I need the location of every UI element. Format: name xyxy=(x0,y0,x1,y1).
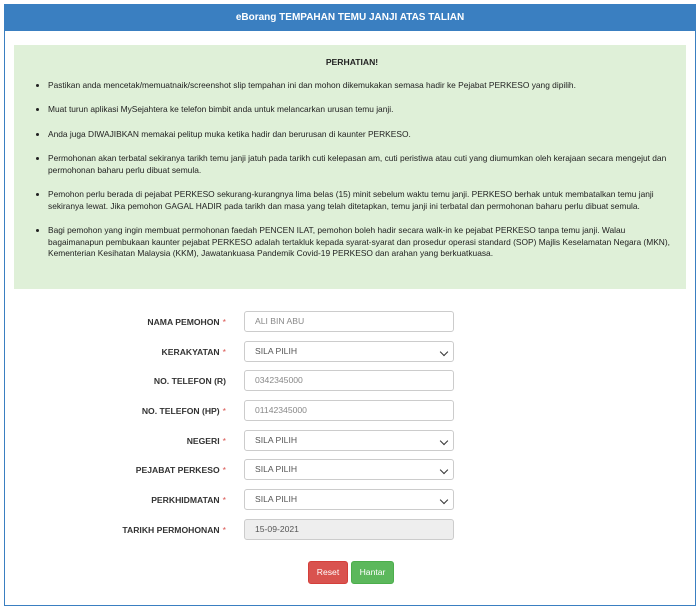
submit-button[interactable]: Hantar xyxy=(351,561,394,584)
row-pejabat xyxy=(5,459,695,481)
negeri-select[interactable]: SILA PILIH xyxy=(244,430,454,451)
notice-box xyxy=(14,45,686,289)
row-negeri xyxy=(5,430,695,452)
chevron-down-icon xyxy=(440,437,448,445)
panel-title: eBorang TEMPAHAN TEMU JANJI ATAS TALIAN xyxy=(5,5,695,31)
chevron-down-icon xyxy=(440,496,448,504)
notice-item: • Permohonan akan terbatal sekiranya tarikh temu janji jatuh pada tarikh cuti kelepasan am, cuti peristiwa atau cuti yang diumumkan oleh kerajaan secara mengejut dan permohonan baharu perlu dibuat semula. xyxy=(48,153,670,176)
row-nama xyxy=(5,311,695,333)
row-perkhidmatan xyxy=(5,489,695,511)
negeri-label: NEGERI * xyxy=(186,436,226,446)
notice-item: • Pastikan anda mencetak/memuatnaik/screenshot slip tempahan ini dan mohon dikemukakan semasa hadir ke Pejabat PERKESO yang dipilih. xyxy=(48,80,670,92)
tel-r-input[interactable]: 0342345000 xyxy=(244,370,454,391)
row-tarikh xyxy=(5,519,695,541)
row-kerakyatan xyxy=(5,341,695,363)
row-tel-hp xyxy=(5,400,695,422)
tarikh-input: 15-09-2021 xyxy=(244,519,454,540)
notice-item: • Anda juga DIWAJIBKAN memakai pelitup muka ketika hadir dan berurusan di kaunter PERKESO. xyxy=(48,129,670,141)
nama-label: NAMA PEMOHON * xyxy=(147,317,226,327)
notice-item: • Pemohon perlu berada di pejabat PERKESO sekurang-kurangnya lima belas (15) minit sebelum waktu temu janji. PERKESO berhak untuk membatalkan temu janji sekiranya lewat. Jika pemohon GAGAL HADIR pada tarikh dan masa yang telah ditetapkan, temu janji ini terbatal dan permohonan baharu perlu dibuat semula. xyxy=(48,189,670,212)
tel-r-label: NO. TELEFON (R) xyxy=(153,376,226,386)
chevron-down-icon xyxy=(440,348,448,356)
notice-list xyxy=(34,80,670,260)
tarikh-label: TARIKH PERMOHONAN * xyxy=(122,525,226,535)
notice-item: • Bagi pemohon yang ingin membuat permohonan faedah PENCEN ILAT, pemohon boleh hadir secara walk-in ke pejabat PERKESO tanpa temu janji. Walau bagaimanapun pembukaan kaunter pejabat PERKESO adalah tertakluk kepada syarat-syarat dan prosedur operasi standard (SOP) Majlis Keselamatan Negara (MKN), Kementerian Kesihatan Malaysia (KKM), Jawatankuasa Pandemik Covid-19 PERKESO dan arahan yang berkuatkuasa. xyxy=(48,225,670,260)
pejabat-label: PEJABAT PERKESO * xyxy=(135,465,226,475)
perkhidmatan-label: PERKHIDMATAN * xyxy=(151,495,226,505)
chevron-down-icon xyxy=(440,466,448,474)
kerakyatan-select[interactable]: SILA PILIH xyxy=(244,341,454,362)
perkhidmatan-select[interactable]: SILA PILIH xyxy=(244,489,454,510)
booking-panel xyxy=(4,4,696,606)
pejabat-select[interactable]: SILA PILIH xyxy=(244,459,454,480)
notice-item: • Muat turun aplikasi MySejahtera ke telefon bimbit anda untuk melancarkan urusan temu janji. xyxy=(48,104,670,116)
reset-button[interactable]: Reset xyxy=(308,561,348,584)
row-tel-r xyxy=(5,370,695,392)
tel-hp-input[interactable]: 01142345000 xyxy=(244,400,454,421)
nama-input[interactable]: ALI BIN ABU xyxy=(244,311,454,332)
tel-hp-label: NO. TELEFON (HP) * xyxy=(141,406,226,416)
notice-title: PERHATIAN! xyxy=(325,57,379,67)
kerakyatan-label: KERAKYATAN * xyxy=(161,347,226,357)
